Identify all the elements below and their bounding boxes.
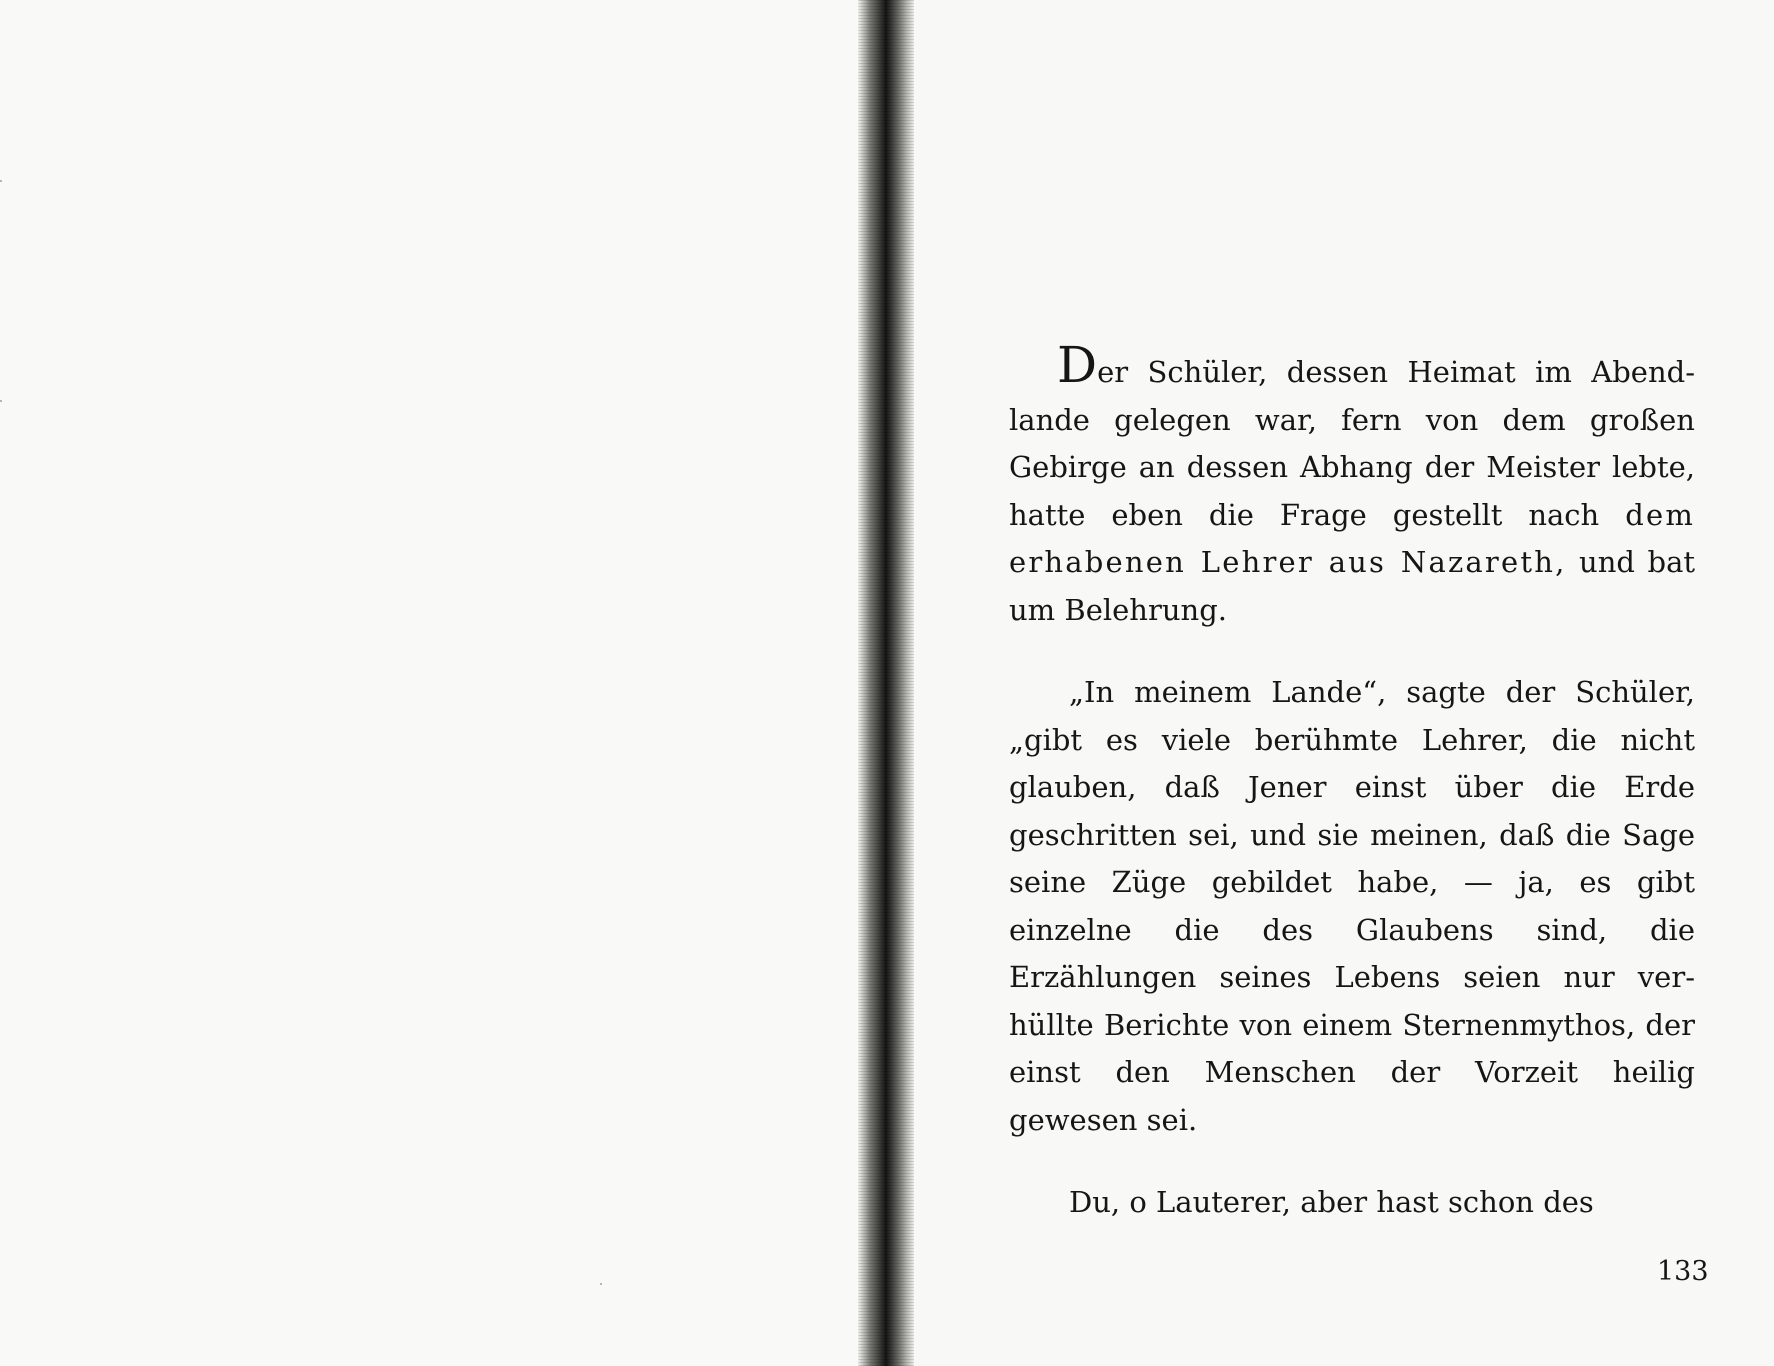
paper-speck	[600, 1283, 602, 1285]
book-gutter	[858, 0, 914, 1366]
paper-speck	[0, 180, 2, 182]
paragraph-3: Du, o Lauterer, aber hast schon des	[1069, 1185, 1594, 1219]
paragraph-1	[1009, 336, 1696, 634]
page-text	[1009, 336, 1696, 1227]
paragraph-1-tail: und bat um Belehrung.	[1009, 545, 1696, 627]
drop-cap: D	[1057, 336, 1098, 394]
paragraph-1-spaced-line: dem erhabenen Lehrer aus Nazareth,	[1009, 497, 1696, 579]
paper-speck	[0, 400, 2, 402]
paragraph-1-text: er Schüler, dessen Heimat im Abend-lande gelegen war, fern von dem großen Gebirge an dessen Abhang der Meister lebte, hatte eben die Frage gestellt nach	[1009, 355, 1695, 532]
page-number: 133	[1657, 1256, 1709, 1287]
paragraph-2: „In meinem Lande“, sagte der Schüler, „gibt es viele berühmte Lehrer, die nicht glauben, daß Jener einst über die Erde geschritten sei, und sie meinen, daß die Sage seine Züge gebildet habe, — ja, es gibt einzelne die des Glaubens sind, die Erzählungen seines Lebens seien nur ver-hüllte Berichte von einem Sternenmythos, der einst den Menschen der Vorzeit heilig gewesen sei.	[1009, 675, 1695, 1137]
left-page-blank	[0, 0, 858, 1366]
right-page	[914, 0, 1774, 1366]
